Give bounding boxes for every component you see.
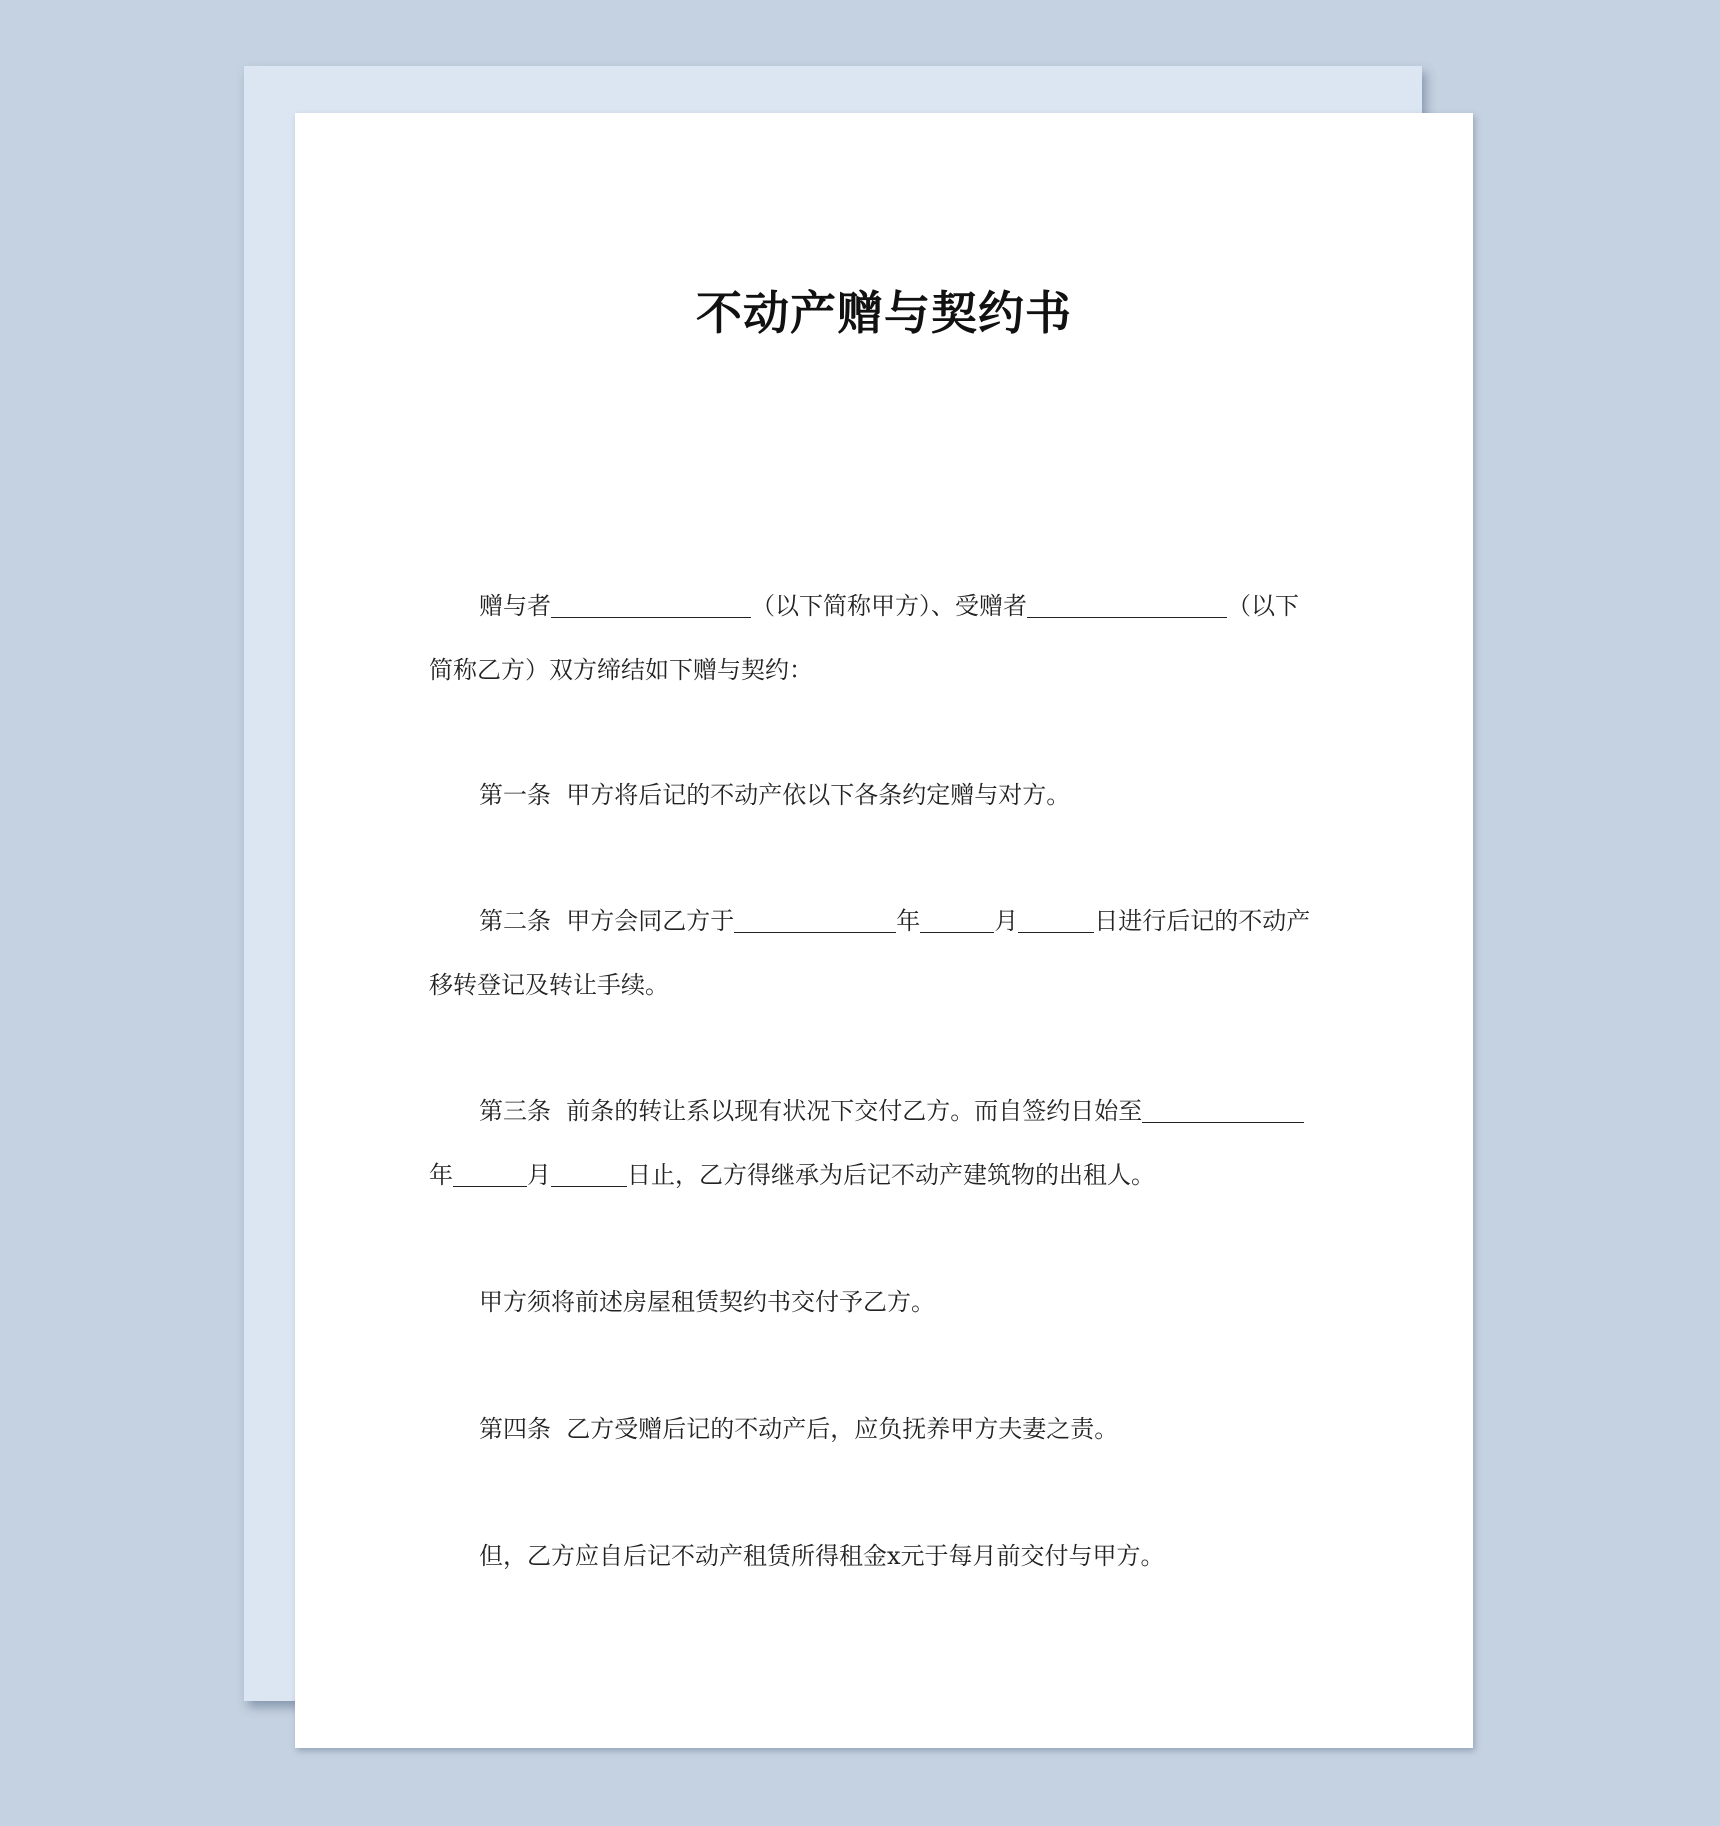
article-2-year-blank bbox=[734, 906, 896, 933]
article-3 bbox=[429, 1079, 1339, 1207]
party-b-note-start: （以下 bbox=[1227, 592, 1299, 620]
party-a-note: （以下简称甲方）、受赠者 bbox=[751, 592, 1027, 620]
article-4 bbox=[429, 1397, 1339, 1461]
intro-line-1 bbox=[429, 574, 1339, 638]
article-2-label: 第二条 bbox=[479, 907, 551, 935]
article-2-month-blank bbox=[920, 906, 994, 933]
article-1 bbox=[429, 763, 1339, 827]
intro-line-2: 简称乙方）双方缔结如下赠与契约： bbox=[429, 656, 813, 684]
article-4-text: 乙方受赠后记的不动产后，应负抚养甲方夫妻之责。 bbox=[566, 1415, 1119, 1443]
article-3-label: 第三条 bbox=[479, 1097, 551, 1125]
article-3-text-before: 前条的转让系以现有状况下交付乙方。而自签约日始至 bbox=[566, 1097, 1143, 1125]
article-2-month: 月 bbox=[994, 907, 1019, 935]
article-3-extra bbox=[429, 1270, 1339, 1334]
article-2-text-after: 日进行后记的不动产 bbox=[1094, 907, 1311, 935]
article-2-line-2: 移转登记及转让手续。 bbox=[429, 971, 669, 999]
article-3-month-blank bbox=[453, 1160, 527, 1187]
article-2-text-before: 甲方会同乙方于 bbox=[566, 907, 735, 935]
article-3-extra-line: 甲方须将前述房屋租赁契约书交付予乙方。 bbox=[479, 1288, 935, 1316]
article-1-text: 甲方将后记的不动产依以下各条约定赠与对方。 bbox=[566, 781, 1071, 809]
donor-blank bbox=[551, 591, 751, 618]
article-3-year-blank bbox=[1142, 1096, 1304, 1123]
intro-paragraph bbox=[429, 574, 1339, 702]
article-2 bbox=[429, 889, 1339, 1017]
article-2-line-1 bbox=[429, 889, 1339, 953]
article-4-extra-line: 但，乙方应自后记不动产租赁所得租金x元于每月前交付与甲方。 bbox=[479, 1542, 1165, 1570]
document-page bbox=[295, 113, 1473, 1748]
article-3-text-after: 日止，乙方得继承为后记不动产建筑物的出租人。 bbox=[627, 1161, 1155, 1189]
article-3-line-1 bbox=[429, 1079, 1339, 1143]
document-title: 不动产赠与契约书 bbox=[696, 286, 1072, 340]
article-2-day-blank bbox=[1018, 906, 1094, 933]
donor-label: 赠与者 bbox=[479, 592, 551, 620]
article-3-month: 月 bbox=[527, 1161, 551, 1189]
article-3-year: 年 bbox=[429, 1161, 453, 1189]
article-3-day-blank bbox=[551, 1160, 627, 1187]
article-2-year: 年 bbox=[896, 907, 921, 935]
article-3-line-2 bbox=[429, 1143, 1339, 1207]
article-1-line bbox=[429, 763, 1339, 827]
article-1-label: 第一条 bbox=[479, 781, 551, 809]
article-4-label: 第四条 bbox=[479, 1415, 551, 1443]
article-4-line bbox=[429, 1397, 1339, 1461]
donee-blank bbox=[1027, 591, 1227, 618]
article-4-extra bbox=[429, 1524, 1339, 1588]
